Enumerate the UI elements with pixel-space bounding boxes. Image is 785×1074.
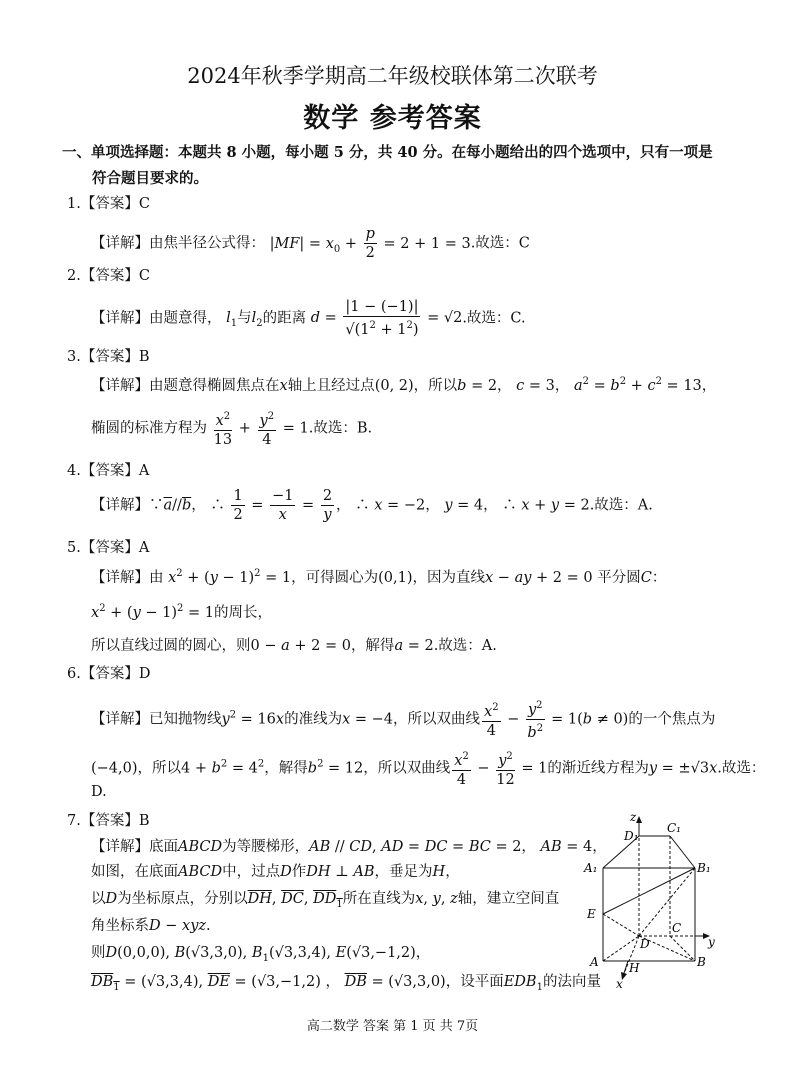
- q2-answer: 2.【答案】C: [67, 268, 150, 284]
- q7-l2b: 中，过点: [222, 864, 281, 880]
- q3-line2: 椭圆的标准方程为 $\frac{x^2}{13}$ + $\frac{y^2}{4}$ = 1.故选：B.: [91, 408, 372, 449]
- q3-b: ，所以: [413, 378, 458, 394]
- q7-line5: 则D(0,0,0), B(√3,3,0), $B_1(√3,3,4)$, E(√3,−1,2)，: [91, 945, 431, 964]
- q4-detail: 【详解】$\because\overline{a}//\overline{b}$， ∴ $\frac{1}{2}$ = $\frac{-1}{x}$ = $\frac{2}{y}$ ， ∴ x = −2， y = 4， ∴ x + y = 2.故选：A.: [91, 488, 653, 523]
- q1-answer: 1.【答案】C: [67, 196, 150, 212]
- q7-answer: 7.【答案】B: [67, 813, 150, 829]
- q3-answer: 3.【答案】B: [67, 349, 150, 365]
- q2-detail: [91, 298, 526, 339]
- q7-line6: $DB_1 = (√3,3,4)$, $\overline{DE} = (√3,-1,2)$ ， $\overline{DB} = (√3,3,0)$，设平面$EDB_1$的法向量: [91, 974, 601, 993]
- q3-detail: 【详解】由题意得椭圆焦点在x轴上且经过点(0, 2)，所以b = 2， c = 3， $a^2 = b^2 + c^2 = 13$，: [91, 376, 717, 394]
- q5-line2-tail: 的周长，: [214, 605, 273, 621]
- exam-title: 2024年秋季学期高二年级校联体第二次联考: [187, 64, 598, 88]
- section-heading-cont: 符合题目要求的。: [92, 170, 208, 187]
- q2-formula: d = $\frac{|1 - (-1)|}{√(1^2 + 1^2)}$ = √2: [310, 299, 463, 338]
- q7-l6c: 的法向量: [542, 974, 601, 990]
- q7-l2d: ，垂足为: [374, 864, 433, 880]
- q7-line4: 角坐标系D − xyz.: [91, 918, 211, 934]
- q7-l5: 则: [91, 945, 106, 961]
- label-D1: D₁: [624, 829, 639, 843]
- q1-detail: [91, 225, 530, 262]
- section-heading: 一、单项选择题：本题共 8 小题，每小题 5 分，共 40 分。在每小题给出的四个选项中，只有一项是: [62, 144, 713, 161]
- q5-line3b: ，解得: [350, 638, 395, 654]
- q5-tail: .故选：A.: [433, 638, 497, 654]
- q5-detail: 【详解】由 $x^2 + (y - 1)^2 = 1$，可得圆心为(0,1)，因为直线x − ay + 2 = 0 平分圆C：: [91, 568, 667, 586]
- answer-key-title: 数学 参考答案: [303, 103, 482, 134]
- q2-lines: $l_1$与$l_2$: [226, 310, 263, 330]
- q7-l2c: 作: [291, 864, 307, 880]
- q6-line2: (−4,0)，所以$4 + b^2 = 4^2$，解得$b^2 = 12$，所以双曲线 $\frac{x^2}{4}$ − $\frac{y^2}{12}$ = 1的渐近线方程为y = ±√3x.故选：: [91, 748, 765, 789]
- label-E: E: [587, 907, 596, 921]
- q1-formula: $|MF| = x_0$ + $\frac{p}{2}$ = 2 + 1 = 3: [269, 226, 471, 261]
- q3-detail-label: 【详解】由题意得椭圆焦点在: [91, 378, 280, 394]
- page-footer: 高二数学 答案 第 1 页 共 7页: [306, 1019, 479, 1034]
- q5-line3: 所以直线过圆的圆心，则0 − a + 2 = 0，解得a = 2.故选：A.: [91, 638, 497, 654]
- q6-mid3: 的一个焦点为: [628, 711, 716, 728]
- q4-answer: 4.【答案】A: [67, 463, 150, 479]
- q3-mid: 轴上且经过点: [287, 378, 375, 394]
- label-y: y: [708, 935, 715, 949]
- q4-detail-label: 【详解】: [91, 497, 149, 514]
- q6-detail: 【详解】已知抛物线$y^2 = 16x$的准线为x = −4，所以双曲线 $\frac{x^2}{4}$ − $\frac{y^2}{b^2}$ = 1(b ≠ 0)的一个焦点为: [91, 697, 715, 742]
- q5-detail-label: 【详解】由: [91, 570, 164, 586]
- q6-line2b: ，解得: [264, 760, 308, 777]
- q6-answer: 6.【答案】D: [67, 666, 151, 682]
- q3-line2-label: 椭圆的标准方程为: [91, 420, 207, 437]
- q7-l3b: 为坐标原点，分别以: [117, 891, 248, 907]
- q7-l6b: ，设平面: [445, 974, 504, 990]
- q7-line3: 以D为坐标原点，分别以$\overline{DH}$, $\overline{DC}$, $DD_1$所在直线为x, y, z轴，建立空间直: [91, 891, 560, 910]
- q7-l4: 角坐标系: [91, 918, 149, 934]
- q6-mid1: 的准线为: [284, 711, 343, 728]
- q7-l3d: 轴，建立空间直: [457, 891, 560, 907]
- q5-mid2: ，因为直线: [412, 570, 485, 586]
- q2-detail-label: 【详解】由题意得，: [91, 310, 222, 327]
- q5-mid1: ，可得圆心为: [291, 570, 379, 586]
- label-D: D: [640, 937, 650, 951]
- q5-answer: 5.【答案】A: [67, 540, 150, 556]
- q6-line3: D.: [91, 784, 107, 800]
- label-B1: B₁: [697, 861, 711, 875]
- q6-line2c: ，所以双曲线: [363, 760, 451, 777]
- q6-detail-label: 【详解】已知抛物线: [91, 711, 222, 728]
- q7-l1b: 为等腰梯形，: [222, 839, 310, 855]
- q5-line3a: 所以直线过圆的圆心，则: [91, 638, 251, 654]
- label-z: z: [630, 810, 637, 824]
- q1-detail-label: 【详解】由焦半径公式得：: [91, 235, 265, 252]
- q1-tail: .故选：C: [470, 235, 530, 252]
- q6-mid2: ，所以双曲线: [393, 711, 481, 728]
- label-B: B: [697, 955, 706, 969]
- q3-tail: .故选：B.: [308, 420, 373, 437]
- label-C1: C₁: [667, 821, 681, 835]
- q2-tail: .故选：C.: [462, 310, 526, 327]
- q7-line1: 【详解】底面ABCD为等腰梯形，AB // CD, AD = DC = BC = 2， AB = 4，: [91, 839, 607, 855]
- label-H: H: [629, 961, 640, 975]
- q7-l2: 如图，在底面: [91, 864, 178, 880]
- prism-figure: [578, 808, 728, 993]
- q7-l3a: 以: [91, 891, 106, 907]
- label-A: A: [590, 955, 599, 969]
- q4-tail: .故选：A.: [589, 497, 653, 514]
- label-C: C: [672, 921, 682, 935]
- q6-line2e: .故选：: [717, 760, 766, 777]
- q7-l3c: 所在直线为: [342, 891, 416, 907]
- q5-mid3: 平分圆: [597, 570, 641, 586]
- q2-mid: 的距离: [262, 310, 307, 327]
- q6-line2a: ，所以: [137, 760, 182, 777]
- q6-line2d: 的渐近线方程为: [547, 760, 649, 777]
- label-x: x: [616, 977, 623, 991]
- label-A1: A₁: [584, 861, 598, 875]
- q5-line2: $x^2 + (y - 1)^2 = 1$的周长，: [91, 603, 273, 621]
- q7-detail-label: 【详解】底面: [91, 839, 178, 855]
- q7-line2: 如图，在底面ABCD中，过点D作DH ⊥ AB，垂足为H，: [91, 864, 460, 880]
